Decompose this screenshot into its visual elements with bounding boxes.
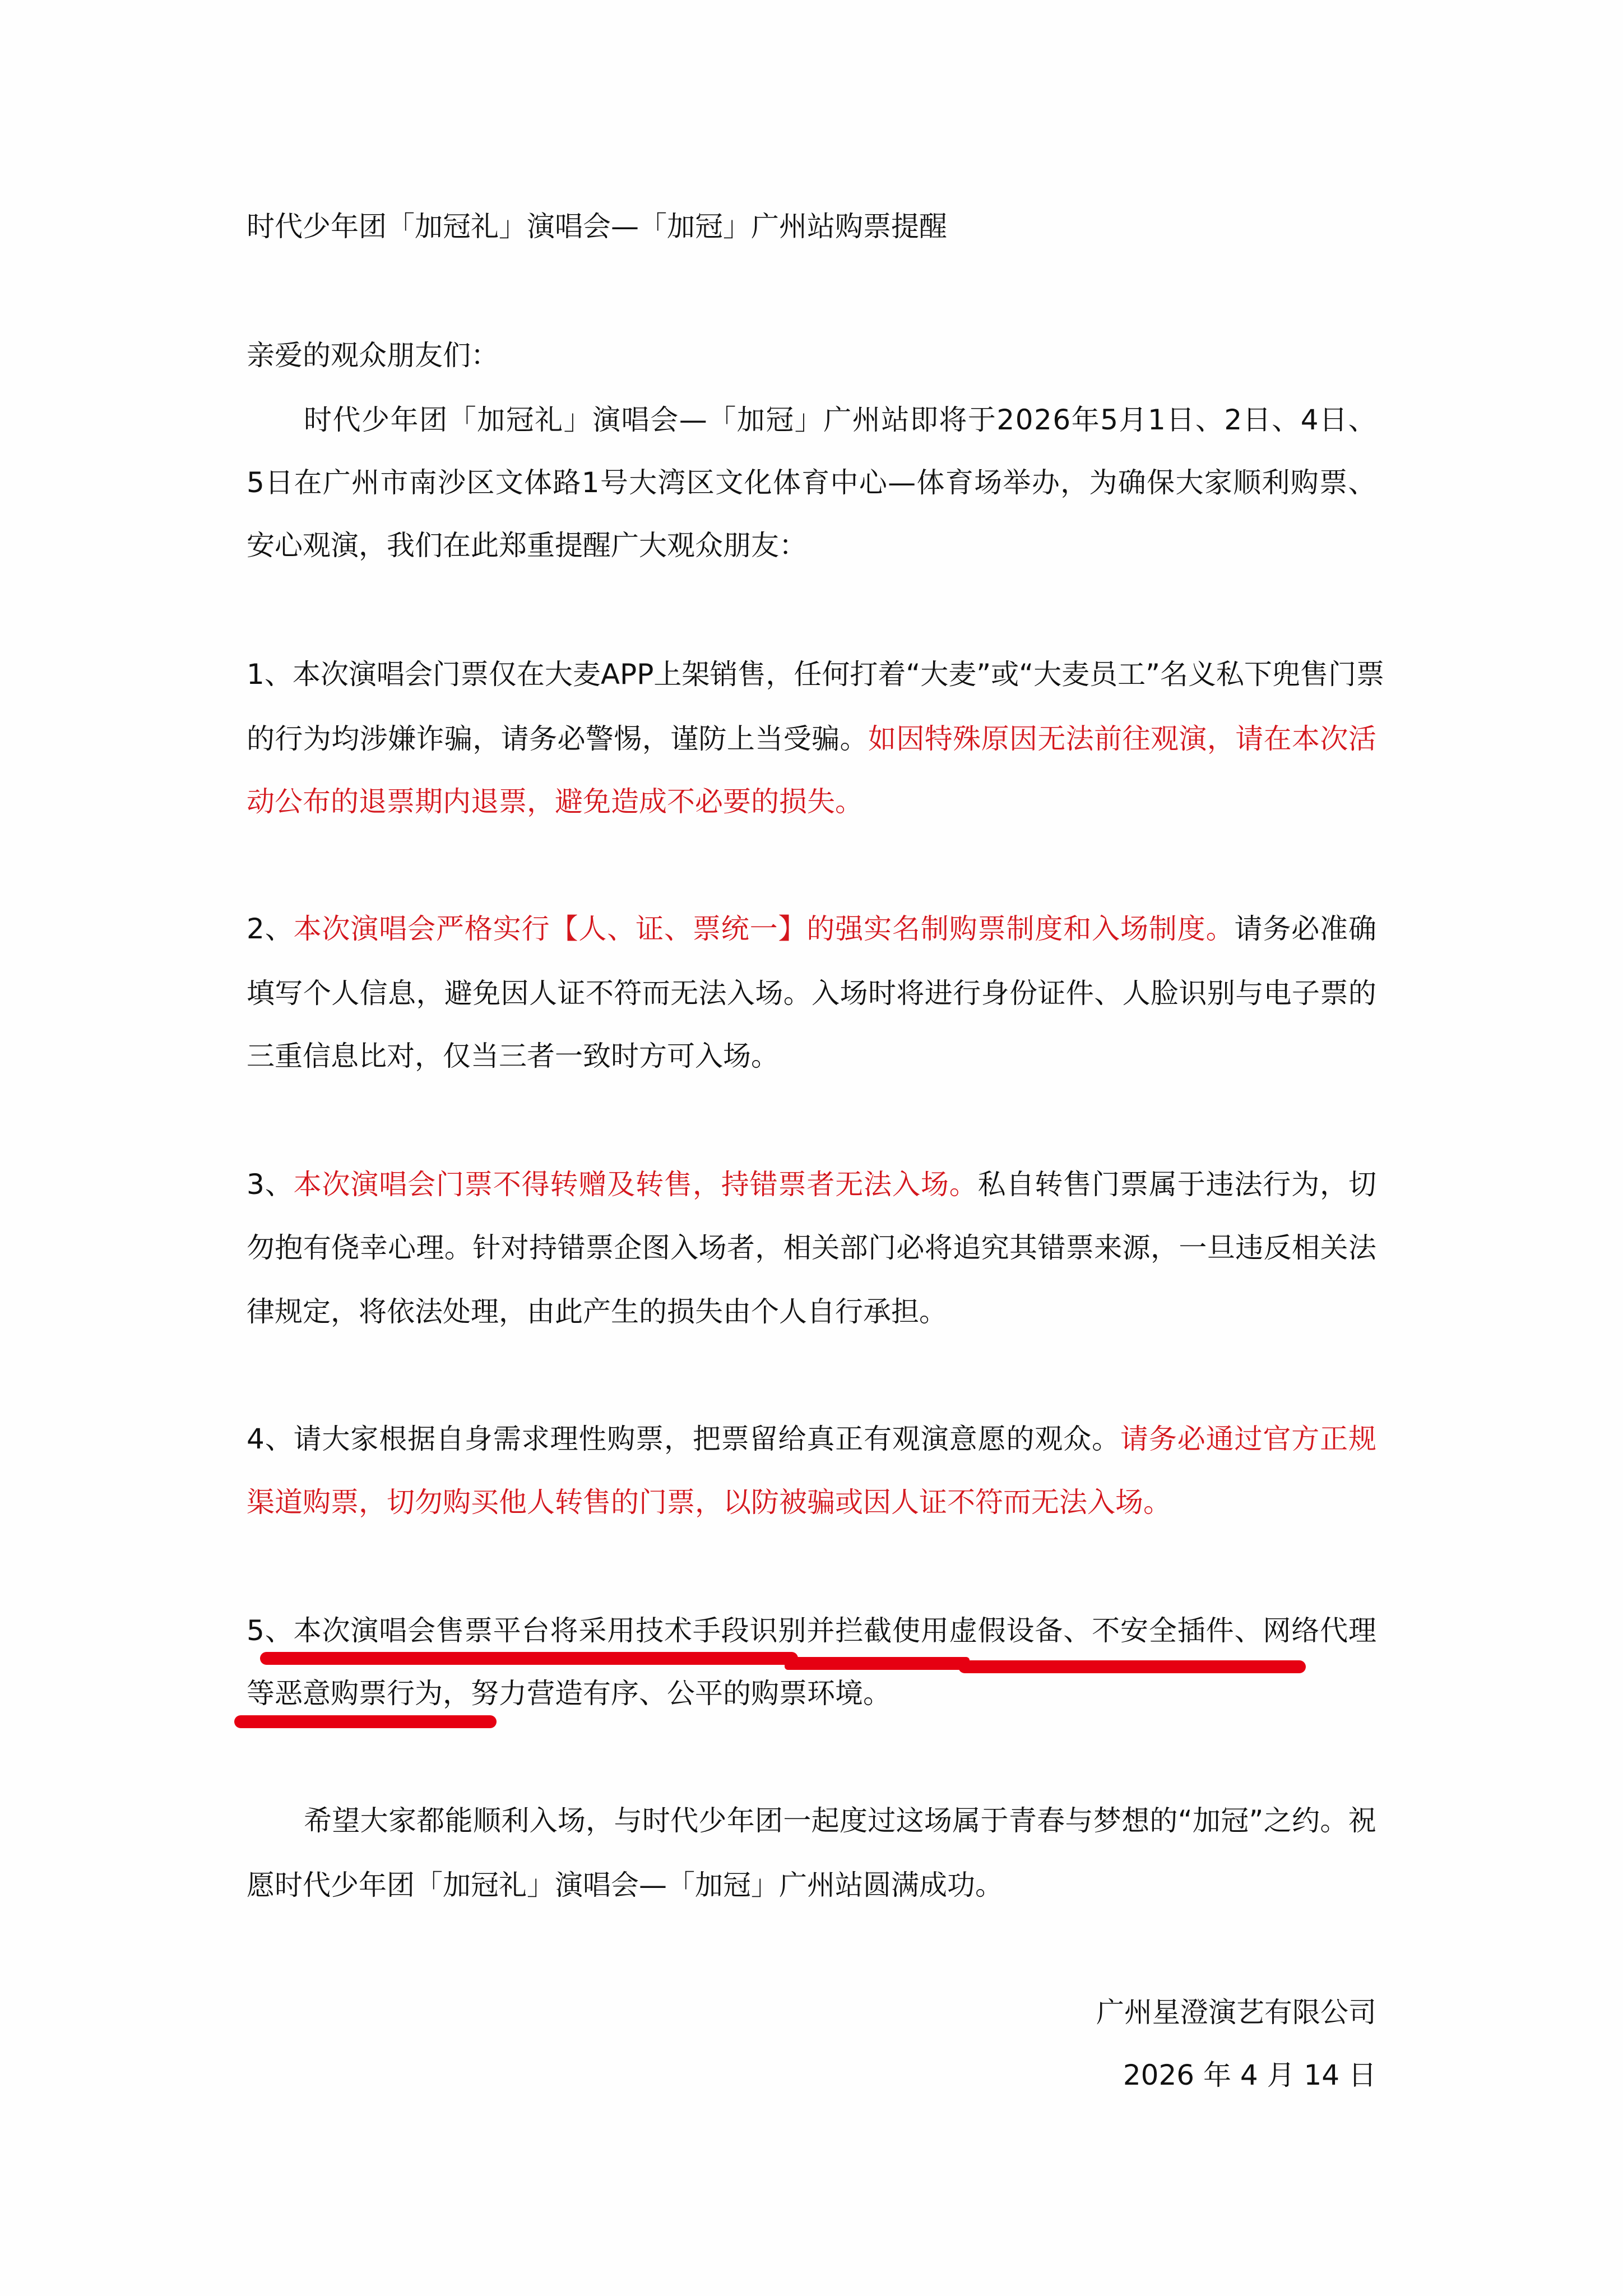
item-2-line-1: 2 、 本 次 演 唱 会 严 格 实 行 【 人 、 证 、 票 统 一 】 的 强 实 名 制 购 票 制 度 和 入 场 制 度 。 请 务 必 准 确: [247, 913, 1376, 945]
hand-drawn-underline-1c: [958, 1660, 1306, 1673]
item-2-line-2: 填 写 个 人 信 息 ， 避 免 因 人 证 不 符 而 无 法 入 场 。 入 场 时 将 进 行 身 份 证 件 、 人 脸 识 别 与 电 子 票 的: [247, 977, 1376, 1010]
closing-line-2: [247, 1866, 1376, 1905]
item-3-line-1: 3 、 本 次 演 唱 会 门 票 不 得 转 赠 及 转 售 ， 持 错 票 者 无 法 入 场 。 私 自 转 售 门 票 属 于 违 法 行 为 ， 切: [247, 1168, 1376, 1201]
closing-line-1: 希 望 大 家 都 能 顺 利 入 场 ， 与 时 代 少 年 团 一 起 度 过 这 场 属 于 青 春 与 梦 想 的 “ 加 冠 ” 之 约 。 祝: [304, 1804, 1376, 1837]
greeting: 亲爱的观众朋友们：: [247, 339, 499, 372]
item-5-line-2: [247, 1674, 1376, 1713]
emphasis-text: 渠道购票，切勿购买他人转售的门票，以防被骗或因人证不符而无法入场。: [247, 1486, 1171, 1519]
signature-company: 广州星澄演艺有限公司: [1096, 1996, 1376, 2029]
emphasis-text: 动公布的退票期内退票，避免造成不必要的损失。: [247, 785, 863, 818]
document-title: 时代少年团「加冠礼」演唱会—「加冠」广州站购票提醒: [247, 210, 947, 243]
intro-line-2: 5 日 在 广 州 市 南 沙 区 文 体 路 1 号 大 湾 区 文 化 体 育 中 心 — 体 育 场 举 办 ， 为 确 保 大 家 顺 利 购 票 、: [247, 466, 1376, 499]
item-3-line-3: [247, 1292, 1376, 1331]
item-2-line-3: [247, 1036, 1376, 1076]
body-text: 等恶意购票行为，努力营造有序、公平的购票环境。: [247, 1677, 891, 1710]
intro-line-1: 时 代 少 年 团 「 加 冠 礼 」 演 唱 会 — 「 加 冠 」 广 州 站 即 将 于 2 0 2 6 年 5 月 1 日 、 2 日 、 4 日 、: [304, 404, 1376, 436]
item-1-line-1: 1 、 本 次 演 唱 会 门 票 仅 在 大 麦 A P P 上 架 销 售 ， 任 何 打 着 “ 大 麦 ” 或 “ 大 麦 员 工 ” 名 义 私 下 兜 售 门 票: [247, 658, 1384, 691]
item-1-line-3: [247, 782, 1376, 821]
item-4-line-2: [247, 1483, 1376, 1522]
item-4-line-1: 4 、 请 大 家 根 据 自 身 需 求 理 性 购 票 ， 把 票 留 给 真 正 有 观 演 意 愿 的 观 众 。 请 务 必 通 过 官 方 正 规: [247, 1423, 1376, 1455]
hand-drawn-underline-2: [234, 1715, 497, 1728]
item-3-line-2: 勿 抱 有 侥 幸 心 理 。 针 对 持 错 票 企 图 入 场 者 ， 相 关 部 门 必 将 追 究 其 错 票 来 源 ， 一 旦 违 反 相 关 法: [247, 1232, 1376, 1264]
item-5-line-1: 5 、 本 次 演 唱 会 售 票 平 台 将 采 用 技 术 手 段 识 别 并 拦 截 使 用 虚 假 设 备 、 不 安 全 插 件 、 网 络 代 理: [247, 1614, 1376, 1647]
body-text: 愿时代少年团「加冠礼」演唱会—「加冠」广州站圆满成功。: [247, 1869, 1003, 1901]
signature-date: 2026 年 4 月 14 日: [1123, 2059, 1376, 2091]
body-text: 三重信息比对，仅当三者一致时方可入场。: [247, 1040, 779, 1072]
hand-drawn-underline-1a: [260, 1652, 798, 1665]
body-text: 安心观演，我们在此郑重提醒广大观众朋友：: [247, 529, 807, 562]
hand-drawn-underline-1b: [785, 1657, 970, 1670]
item-1-line-2: 的 行 为 均 涉 嫌 诈 骗 ， 请 务 必 警 惕 ， 谨 防 上 当 受 骗 。 如 因 特 殊 原 因 无 法 前 往 观 演 ， 请 在 本 次 活: [247, 723, 1376, 755]
intro-line-3: [247, 526, 1376, 565]
body-text: 律规定，将依法处理，由此产生的损失由个人自行承担。: [247, 1295, 947, 1328]
